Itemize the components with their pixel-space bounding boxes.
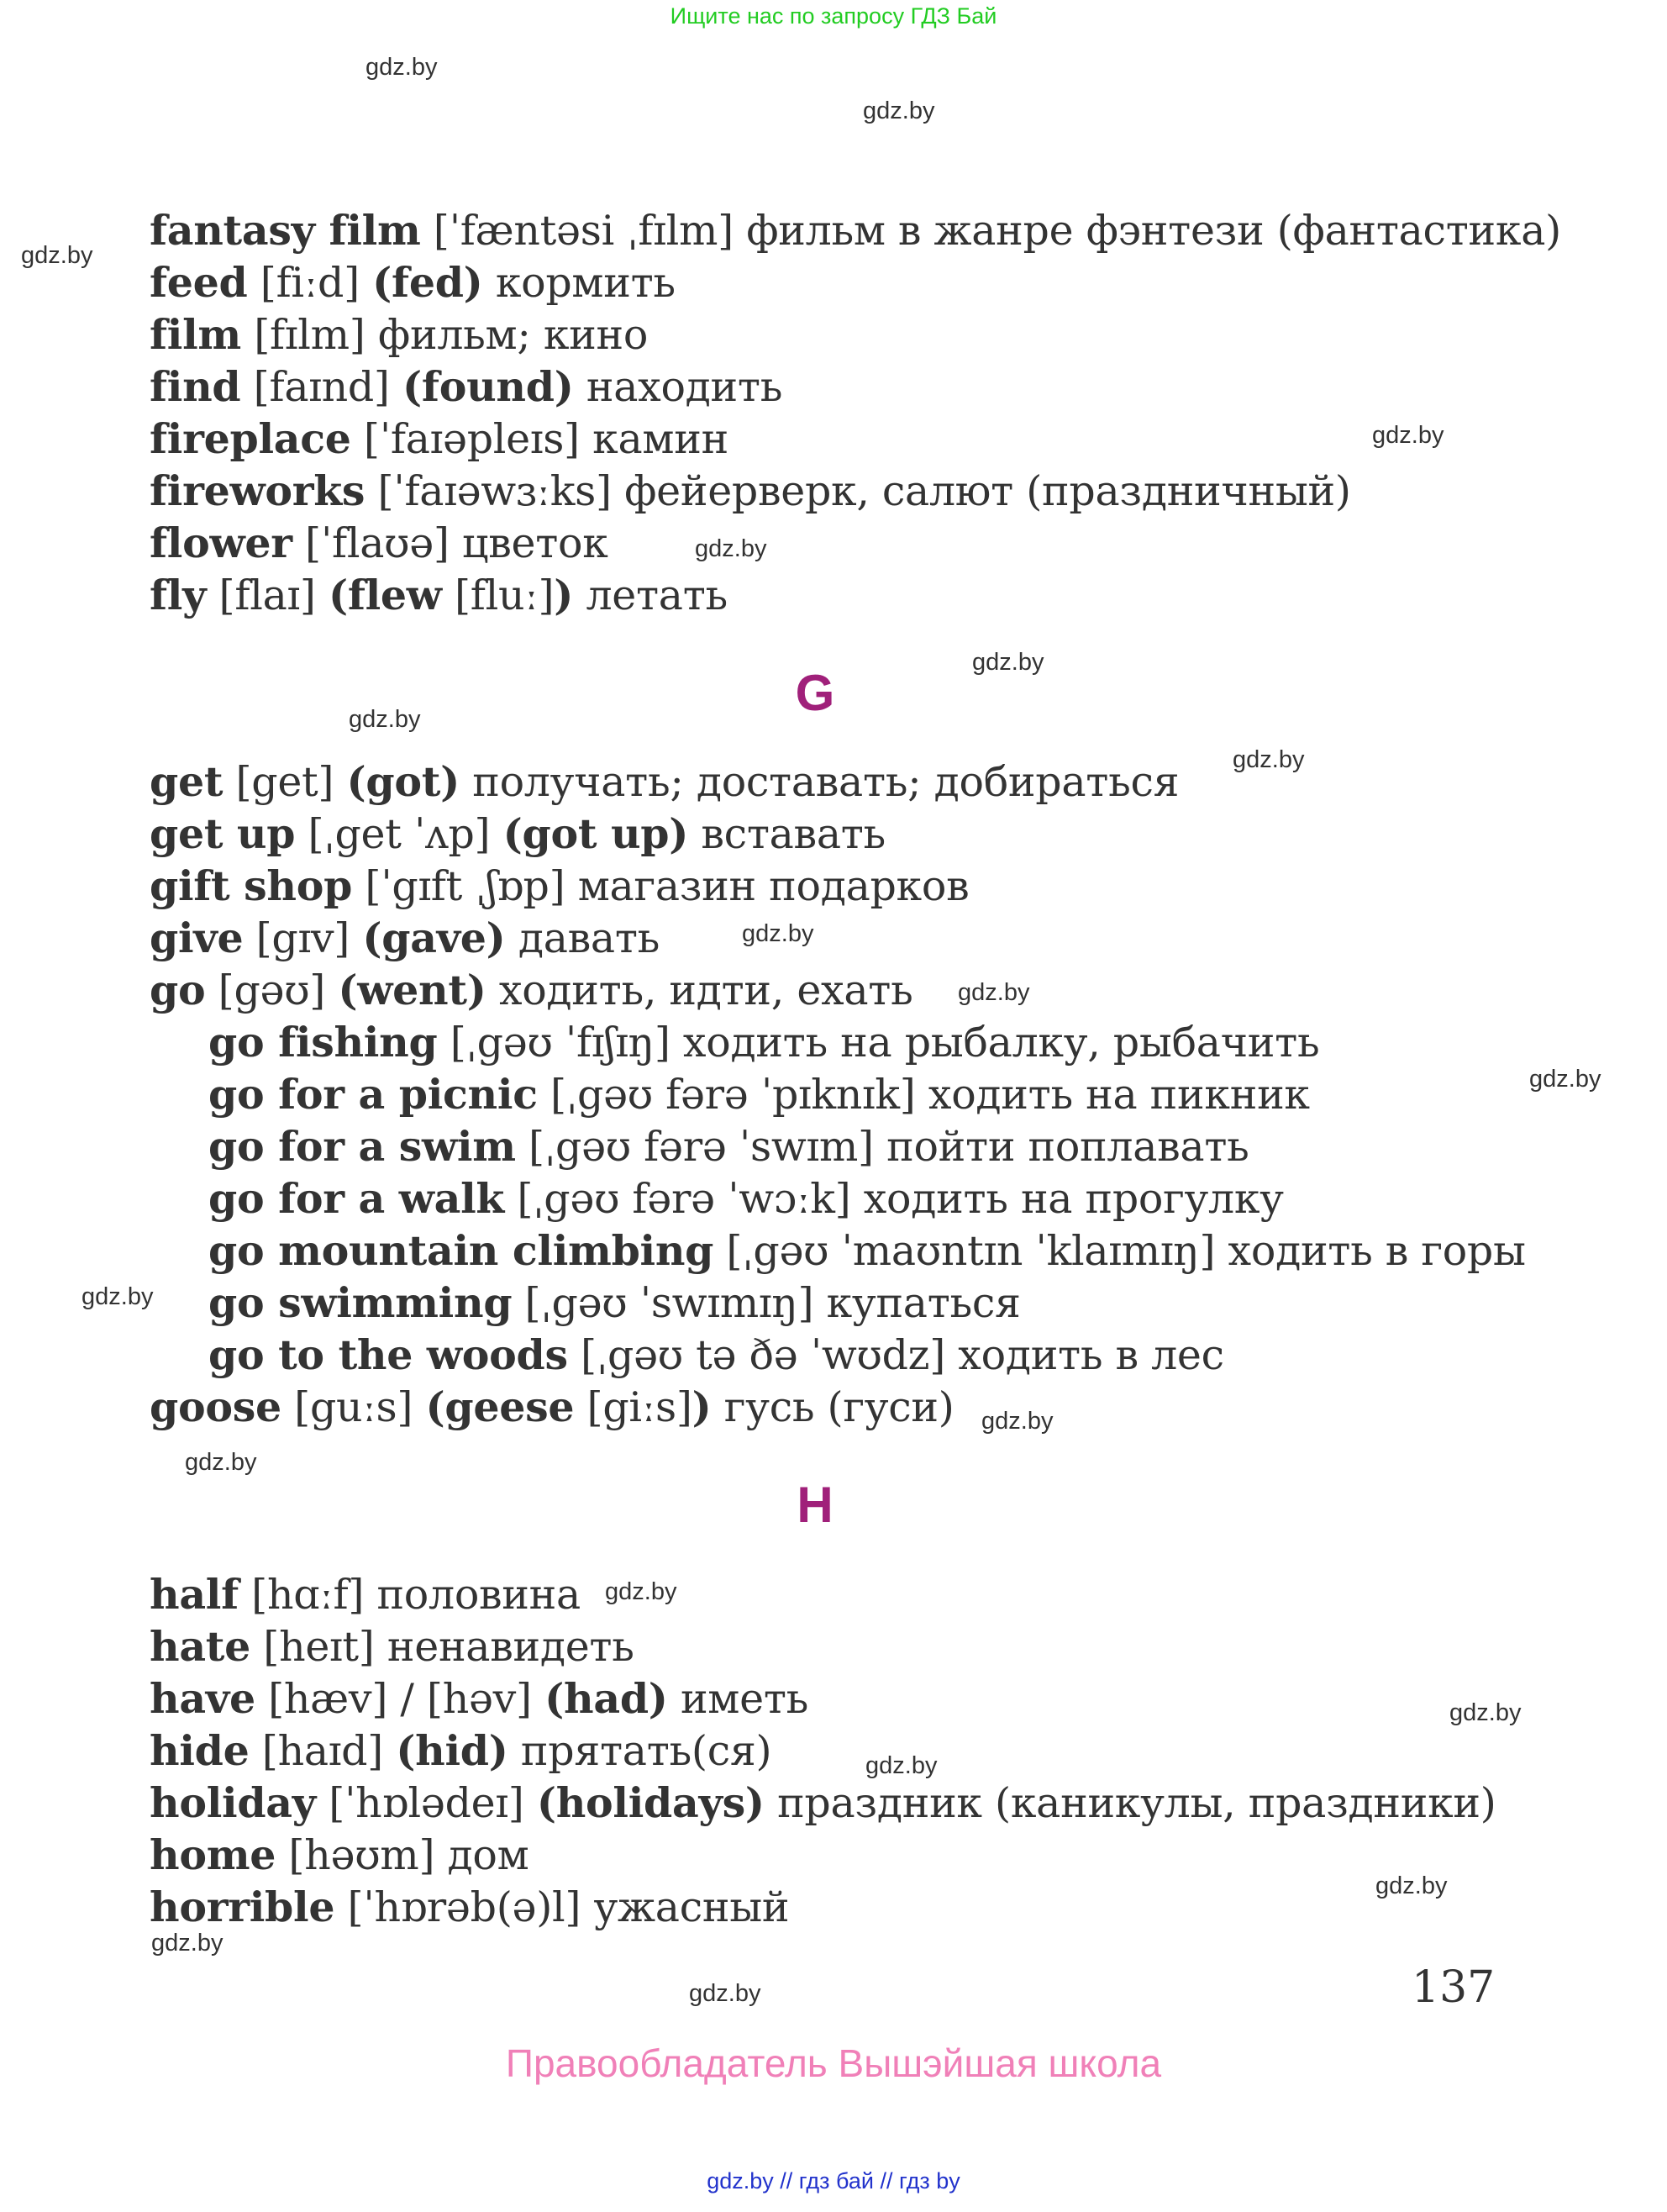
dictionary-entry (150, 756, 1526, 808)
entry-transcription: [hæv] / [həv] (255, 1675, 545, 1723)
dictionary-entry (150, 413, 1561, 465)
dictionary-entry (150, 1777, 1496, 1829)
entry-headword: get (150, 757, 223, 806)
footer-links[interactable]: gdz.by // гдз бай // гдз by (707, 2168, 960, 2194)
entry-form: (went) (338, 966, 486, 1014)
watermark: gdz.by (742, 920, 814, 947)
dictionary-entry (150, 517, 1561, 569)
entry-headword: home (150, 1830, 276, 1879)
entry-headword: go (150, 966, 206, 1014)
dictionary-entry (150, 1829, 1496, 1881)
entry-headword: feed (150, 258, 248, 307)
copyright-notice: Правообладатель Вышэйшая школа (505, 2041, 1162, 2085)
dictionary-entry (150, 1016, 1526, 1068)
entry-transcription: [gəʊ] (205, 966, 339, 1014)
watermark: gdz.by (865, 1752, 938, 1779)
dictionary-entry (150, 1568, 1496, 1620)
dictionary-entry (150, 569, 1561, 621)
entry-translation: фейерверк, салют (праздничный) (624, 467, 1351, 515)
page-number: 137 (1412, 1962, 1496, 2013)
entry-form: (hid) (396, 1726, 508, 1775)
entry-headword: find (150, 362, 241, 411)
dictionary-entry (150, 1120, 1526, 1172)
entry-transcription: [ˌgəʊ ˈswɪmɪŋ] (512, 1279, 827, 1327)
entry-translation: давать (505, 914, 660, 962)
entry-translation: ходить на прогулку (863, 1175, 1284, 1223)
watermark: gdz.by (1372, 422, 1444, 449)
entry-headword: go mountain climbing (208, 1226, 714, 1275)
watermark: gdz.by (1233, 746, 1305, 773)
entry-translation: получать; доставать; добираться (459, 758, 1180, 806)
entry-form: (holidays) (536, 1778, 765, 1827)
entry-transcription: [guːs] (281, 1383, 426, 1431)
entry-transcription: [ˌgəʊ tə ðə ˈwʊdz] (567, 1331, 959, 1379)
watermark: gdz.by (605, 1578, 677, 1605)
entry-translation: кормить (482, 259, 676, 307)
entry-headword: fantasy film (150, 206, 421, 255)
entry-transcription: [fluː] (441, 571, 555, 619)
entry-transcription: [ˈgɪft ˌʃɒp] (352, 862, 578, 910)
dictionary-entry (150, 1672, 1496, 1725)
dictionary-entry (150, 465, 1561, 517)
entry-transcription: [ˈfaɪəpleɪs] (350, 415, 593, 463)
entry-form: (flew (328, 571, 442, 619)
entries-h (150, 1568, 1496, 1933)
dictionary-entry (150, 1881, 1496, 1933)
entry-transcription: [ˌget ˈʌp] (295, 810, 503, 858)
watermark: gdz.by (1449, 1699, 1522, 1726)
entry-form: ) (554, 571, 574, 619)
entry-headword: gift shop (150, 861, 353, 910)
entry-translation: ходить на пикник (928, 1071, 1310, 1119)
dictionary-entry (150, 964, 1526, 1016)
entry-headword: holiday (150, 1778, 316, 1827)
entry-headword: film (150, 310, 241, 359)
entry-headword: half (150, 1570, 239, 1619)
entry-transcription: [get] (223, 758, 347, 806)
dictionary-entry (150, 1725, 1496, 1777)
dictionary-entry (150, 1381, 1526, 1433)
entry-transcription: [fiːd] (247, 259, 373, 307)
entry-translation: пойти поплавать (886, 1123, 1249, 1171)
watermark: gdz.by (1375, 1872, 1448, 1899)
entry-translation: гусь (гуси) (711, 1383, 954, 1431)
entry-translation: половина (376, 1571, 581, 1619)
entry-transcription: [ˌgəʊ fərə ˈwɔːk] (504, 1175, 864, 1223)
entry-transcription: [hɑːf] (238, 1571, 377, 1619)
entry-transcription: [ˌgəʊ fərə ˈpɪknɪk] (537, 1071, 928, 1119)
watermark: gdz.by (151, 1930, 223, 1957)
section-letter-h: H (797, 1477, 834, 1533)
entry-headword: horrible (150, 1883, 335, 1931)
entry-transcription: [gɪv] (243, 914, 363, 962)
entry-headword: flower (150, 519, 292, 567)
entries-g (150, 756, 1526, 1433)
entry-translation: праздник (каникулы, праздники) (764, 1779, 1496, 1827)
entry-translation: ходить в горы (1228, 1227, 1526, 1275)
entry-translation: цветок (462, 519, 608, 567)
dictionary-entry (150, 1172, 1526, 1224)
dictionary-entry (150, 1068, 1526, 1120)
entry-transcription: [haɪd] (249, 1727, 397, 1775)
watermark: gdz.by (365, 54, 438, 81)
entry-transcription: [həʊm] (276, 1831, 448, 1879)
entry-translation: купаться (826, 1279, 1021, 1327)
entry-translation: летать (573, 571, 728, 619)
entry-form: (gave) (362, 914, 506, 962)
entry-transcription: [giːs] (574, 1383, 692, 1431)
entry-transcription: [ˌgəʊ ˈmaʊntɪn ˈklaɪmɪŋ] (713, 1227, 1228, 1275)
entry-headword: go for a picnic (208, 1070, 538, 1119)
entry-headword: give (150, 914, 244, 962)
entry-translation: камин (592, 415, 728, 463)
entry-headword: fireworks (150, 466, 365, 515)
watermark: gdz.by (863, 97, 935, 124)
dictionary-entry (150, 860, 1526, 912)
entry-headword: hide (150, 1726, 250, 1775)
entry-form: (had) (544, 1674, 668, 1723)
entry-headword: go to the woods (208, 1330, 568, 1379)
entry-translation: ходить, идти, ехать (486, 966, 913, 1014)
entry-transcription: [ˌgəʊ fərə ˈswɪm] (515, 1123, 887, 1171)
entry-headword: go fishing (208, 1018, 438, 1066)
entry-headword: hate (150, 1622, 250, 1671)
dictionary-entry (150, 1277, 1526, 1329)
watermark: gdz.by (981, 1408, 1054, 1435)
dictionary-entry (150, 308, 1561, 361)
entry-translation: дом (447, 1831, 529, 1879)
entry-form: (got up) (502, 809, 689, 858)
entry-headword: go for a swim (208, 1122, 516, 1171)
entry-form: (found) (402, 362, 574, 411)
entry-translation: фильм в жанре фэнтези (фантастика) (746, 207, 1561, 255)
watermark: gdz.by (185, 1449, 257, 1476)
watermark: gdz.by (972, 649, 1044, 676)
section-letter-g: G (795, 665, 835, 721)
dictionary-entry (150, 1329, 1526, 1381)
entry-form: (fed) (372, 258, 483, 307)
entries-f (150, 204, 1561, 621)
entry-translation: находить (573, 363, 783, 411)
entry-headword: fly (150, 571, 207, 619)
entry-translation: магазин подарков (577, 862, 970, 910)
entry-translation: фильм; кино (377, 311, 649, 359)
dictionary-entry (150, 204, 1561, 256)
entry-transcription: [ˈflaʊə] (292, 519, 463, 567)
entry-translation: иметь (667, 1675, 809, 1723)
entry-transcription: [ˈfæntəsi ˌfɪlm] (420, 207, 747, 255)
entry-transcription: [heɪt] (250, 1623, 387, 1671)
watermark: gdz.by (349, 706, 421, 733)
entry-transcription: [ˈfaɪəwɜːks] (365, 467, 625, 515)
entry-headword: have (150, 1674, 255, 1723)
watermark: gdz.by (958, 979, 1030, 1006)
dictionary-entry (150, 1224, 1526, 1277)
entry-transcription: [faɪnd] (240, 363, 403, 411)
dictionary-entry (150, 256, 1561, 308)
entry-transcription: [ˈhɒrəb(ə)l] (334, 1883, 594, 1931)
entry-headword: goose (150, 1382, 281, 1431)
entry-translation: ходить на рыбалку, рыбачить (682, 1019, 1320, 1066)
watermark: gdz.by (1529, 1066, 1601, 1093)
watermark: gdz.by (695, 535, 767, 562)
entry-transcription: [fɪlm] (240, 311, 378, 359)
dictionary-entry (150, 808, 1526, 860)
entry-headword: go for a walk (208, 1174, 505, 1223)
dictionary-entry (150, 912, 1526, 964)
top-banner[interactable]: Ищите нас по запросу ГДЗ Бай (670, 3, 997, 29)
watermark: gdz.by (689, 1980, 761, 2007)
entry-translation: вставать (688, 810, 886, 858)
entry-headword: go swimming (208, 1278, 513, 1327)
entry-transcription: [ˌgəʊ ˈfɪʃɪŋ] (437, 1019, 683, 1066)
dictionary-entry (150, 1620, 1496, 1672)
watermark: gdz.by (82, 1283, 154, 1310)
entry-headword: fireplace (150, 414, 351, 463)
entry-translation: прятать(ся) (507, 1727, 772, 1775)
entry-form: (geese (425, 1382, 575, 1431)
entry-translation: ненавидеть (387, 1623, 634, 1671)
entry-translation: ходить в лес (958, 1331, 1224, 1379)
entry-translation: ужасный (593, 1883, 790, 1931)
entry-form: (got) (346, 757, 460, 806)
entry-transcription: [ˈhɒlədeɪ] (315, 1779, 537, 1827)
entry-headword: get up (150, 809, 296, 858)
dictionary-entry (150, 361, 1561, 413)
entry-transcription: [flaɪ] (206, 571, 329, 619)
entry-form: ) (692, 1382, 712, 1431)
watermark: gdz.by (21, 242, 93, 269)
